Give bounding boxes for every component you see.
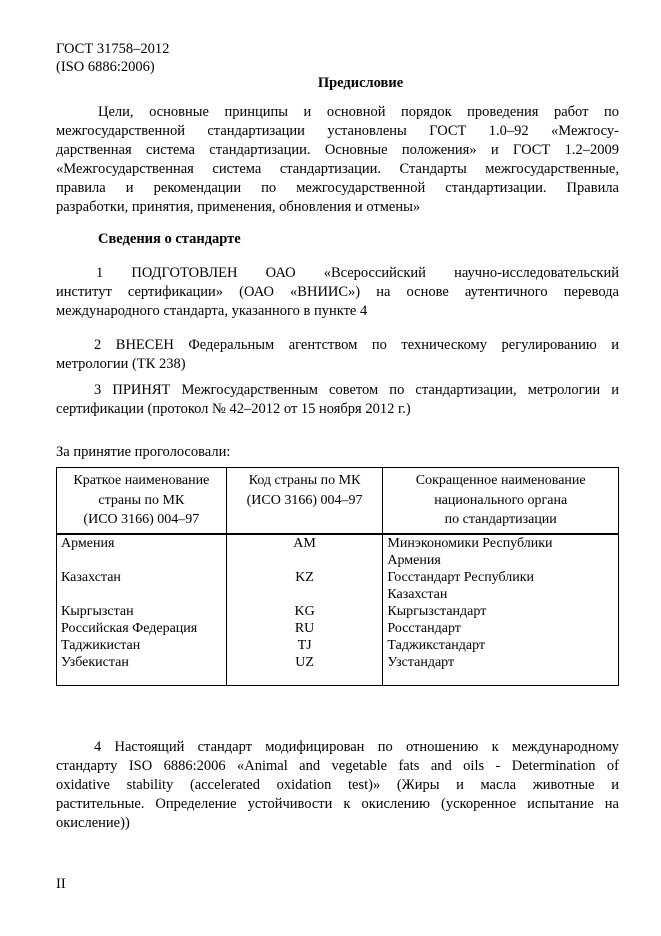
item-4-line: окисление))	[56, 815, 130, 831]
intro-line: дарственная система стандартизации. Основные положения» и ГОСТ 1.2–2009	[56, 142, 619, 158]
header-line: национального органа	[434, 492, 568, 508]
code-cell: KZ	[226, 569, 383, 603]
body-line: Минэкономики Республики	[387, 535, 553, 551]
intro-line: разработки, принятия, применения, обновления и отмены»	[56, 199, 421, 215]
item-1-line: международного стандарта, указанного в пункте 4	[56, 303, 368, 319]
country-cell: Армения	[57, 534, 227, 569]
item-1-line: институт сертификации» (ОАО «ВНИИС») на основе аутентичного перевода	[56, 284, 619, 300]
item-1-line: 1 ПОДГОТОВЛЕН ОАО «Всероссийский научно-исследовательский	[96, 265, 619, 281]
body-cell	[383, 534, 619, 569]
code-cell: RU	[226, 620, 383, 637]
table-row	[57, 569, 619, 603]
item-3-line: 3 ПРИНЯТ Межгосударственным советом по стандартизации, метрологии и	[94, 382, 619, 398]
body-cell: Кыргызстандарт	[383, 603, 619, 620]
item-4-line: растительные. Определение устойчивости к окислению (ускоренное испытание на	[56, 796, 619, 812]
header-code	[226, 468, 383, 534]
country-cell: Таджикистан	[57, 637, 227, 654]
body-line: Армения	[387, 552, 441, 568]
body-cell: Узстандарт	[383, 654, 619, 686]
item-2-line: метрологии (ТК 238)	[56, 356, 186, 372]
header-body	[383, 468, 619, 534]
iso-reference: (ISO 6886:2006)	[56, 59, 155, 75]
intro-paragraph	[56, 103, 619, 217]
code-cell: AM	[226, 534, 383, 569]
header-line: (ИСО 3166) 004–97	[246, 492, 363, 508]
country-cell: Кыргызстан	[57, 603, 227, 620]
country-cell: Российская Федерация	[57, 620, 227, 637]
item-1-paragraph	[56, 264, 619, 321]
item-4-line: 4 Настоящий стандарт модифицирован по отношению к международному	[94, 739, 619, 755]
page-title: Предисловие	[317, 75, 404, 91]
item-3-paragraph	[56, 381, 619, 419]
table-row	[57, 603, 619, 620]
intro-line: межгосударственной стандартизации установлены ГОСТ 1.0–92 «Межгосу-	[56, 123, 619, 139]
standard-number: ГОСТ 31758–2012	[56, 41, 170, 57]
body-cell: Таджикстандарт	[383, 637, 619, 654]
item-2-paragraph	[56, 336, 619, 374]
country-cell: Узбекистан	[57, 654, 227, 686]
intro-line: «Межгосударственная система стандартизации. Стандарты межгосударственные,	[56, 161, 619, 177]
item-2-line: 2 ВНЕСЕН Федеральным агентством по техническому регулированию и	[94, 337, 619, 353]
body-line: Госстандарт Республики	[387, 569, 535, 585]
code-cell: UZ	[226, 654, 383, 686]
header-line: Краткое наименование	[73, 473, 210, 488]
intro-line: правила и рекомендации по межгосударственной стандартизации. Правила	[56, 180, 619, 196]
table-row	[57, 654, 619, 686]
body-cell: Росстандарт	[383, 620, 619, 637]
header-line: страны по МК	[98, 492, 185, 508]
vote-label: За принятие проголосовали:	[56, 444, 231, 460]
table-header-row	[57, 468, 619, 534]
code-cell: TJ	[226, 637, 383, 654]
item-4-paragraph	[56, 738, 619, 833]
page-number: II	[56, 876, 66, 892]
country-cell: Казахстан	[57, 569, 227, 603]
header-line: Код страны по МК	[248, 473, 361, 488]
intro-line: Цели, основные принципы и основной порядок проведения работ по	[98, 104, 619, 120]
table-row	[57, 637, 619, 654]
body-cell	[383, 569, 619, 603]
section-title: Сведения о стандарте	[98, 231, 241, 247]
item-4-line: стандарту ISO 6886:2006 «Animal and vegetable fats and oils - Determination of	[56, 758, 619, 774]
header-country	[57, 468, 227, 534]
header-line: Сокращенное наименование	[415, 473, 586, 488]
code-cell: KG	[226, 603, 383, 620]
header-line: (ИСО 3166) 004–97	[83, 512, 200, 527]
vote-table	[56, 467, 619, 686]
header-line: по стандартизации	[444, 512, 557, 527]
item-4-line: oxidative stability (accelerated oxidation test)» (Жиры и масла животные и	[56, 777, 619, 793]
item-3-line: сертификации (протокол № 42–2012 от 15 ноября 2012 г.)	[56, 401, 411, 417]
table-row	[57, 620, 619, 637]
body-line: Казахстан	[387, 586, 448, 602]
table-row	[57, 534, 619, 569]
